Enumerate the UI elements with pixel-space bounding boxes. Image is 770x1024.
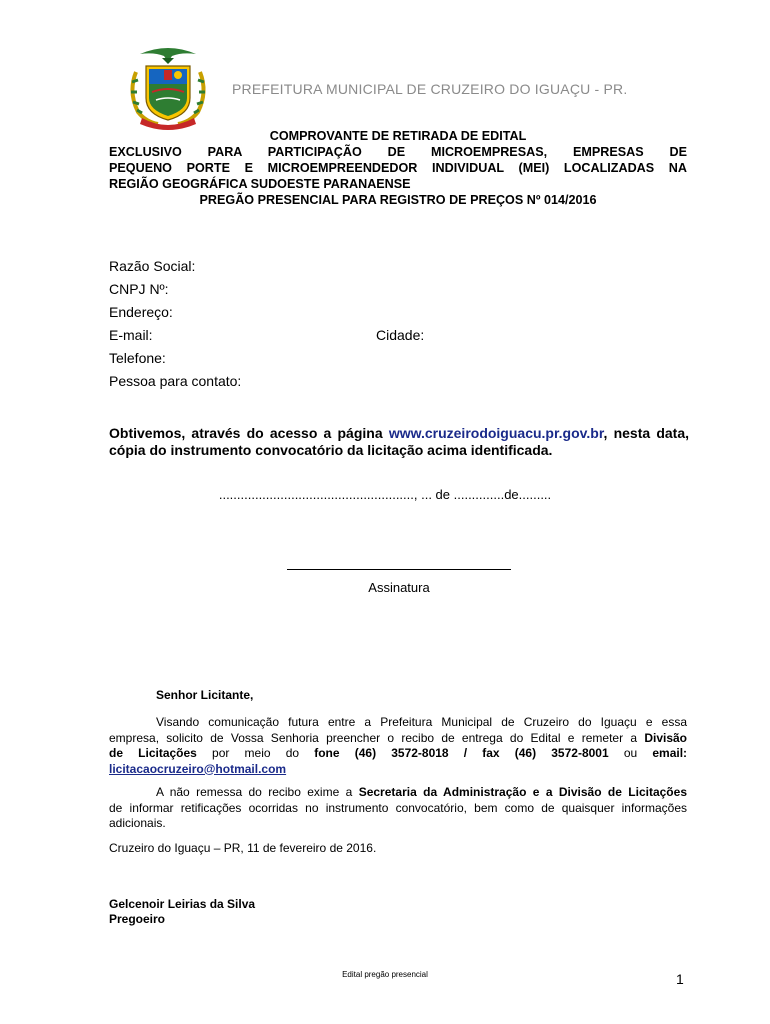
signer-name: Gelcenoir Leirias da Silva — [109, 897, 256, 911]
notice-paragraph-1 — [109, 715, 687, 777]
title-line: EXCLUSIVO PARA PARTICIPAÇÃO DE MICROEMPRESAS, EMPRESAS DE — [109, 145, 687, 159]
notice-line: adicionais. — [109, 816, 166, 830]
field-label-razao-social: Razão Social: — [109, 258, 196, 274]
field-label-telefone: Telefone: — [109, 350, 166, 366]
salutation: Senhor Licitante, — [156, 688, 254, 702]
signer-role: Pregoeiro — [109, 912, 166, 926]
title-line: PEQUENO PORTE E MICROEMPREENDEDOR INDIVIDUAL (MEI) LOCALIZADAS NA — [109, 161, 687, 175]
title-line: REGIÃO GEOGRÁFICA SUDOESTE PARANAENSE — [109, 177, 411, 191]
municipality-header-title: PREFEITURA MUNICIPAL DE CRUZEIRO DO IGUAÇU - PR. — [232, 81, 628, 97]
acknowledgment-statement — [109, 425, 689, 459]
municipal-crest-logo — [122, 42, 214, 130]
notice-line: de Licitações por meio do fone (46) 3572-8018 / fax (46) 3572-8001 ou email: — [109, 746, 688, 760]
page-number: 1 — [676, 971, 684, 987]
email-link[interactable]: licitacaocruzeiro@hotmail.com — [109, 761, 287, 776]
statement-line-2: cópia do instrumento convocatório da licitação acima identificada. — [109, 442, 553, 458]
title-line: COMPROVANTE DE RETIRADA DE EDITAL — [269, 129, 527, 143]
statement-suffix: , nesta data, — [603, 425, 689, 441]
notice-paragraph-2 — [109, 785, 687, 832]
field-label-contato: Pessoa para contato: — [109, 373, 242, 389]
signature-line — [287, 569, 511, 570]
notice-line: empresa, solicito de Vossa Senhoria preencher o recibo de entrega do Edital e remeter a Divisão — [109, 730, 687, 745]
document-title-block — [109, 128, 687, 208]
notice-line — [109, 762, 687, 778]
notice-line: A não remessa do recibo exime a Secretaria da Administração e a Divisão de Licitações — [156, 785, 687, 799]
statement-prefix: Obtivemos, através do acesso a página — [109, 425, 383, 441]
field-label-cidade: Cidade: — [376, 327, 425, 343]
website-link[interactable]: www.cruzeirodoiguacu.pr.gov.br — [388, 425, 604, 441]
signature-label: Assinatura — [368, 580, 430, 595]
notice-line: Visando comunicação futura entre a Prefeitura Municipal de Cruzeiro do Iguaçu e essa — [156, 715, 687, 729]
field-label-cnpj: CNPJ Nº: — [109, 281, 169, 297]
footer-caption: Edital pregão presencial — [342, 970, 428, 979]
field-label-email: E-mail: — [109, 327, 153, 343]
title-line: PREGÃO PRESENCIAL PARA REGISTRO DE PREÇOS Nº 014/2016 — [199, 193, 597, 207]
notice-line: de informar retificações ocorridas no instrumento convocatório, bem como de quaisquer informações — [109, 800, 687, 815]
field-label-endereco: Endereço: — [109, 304, 173, 320]
date-placeholder-line: ......................................................, ... de ..............de......... — [218, 487, 552, 502]
place-and-date: Cruzeiro do Iguaçu – PR, 11 de fevereiro de 2016. — [109, 841, 377, 855]
